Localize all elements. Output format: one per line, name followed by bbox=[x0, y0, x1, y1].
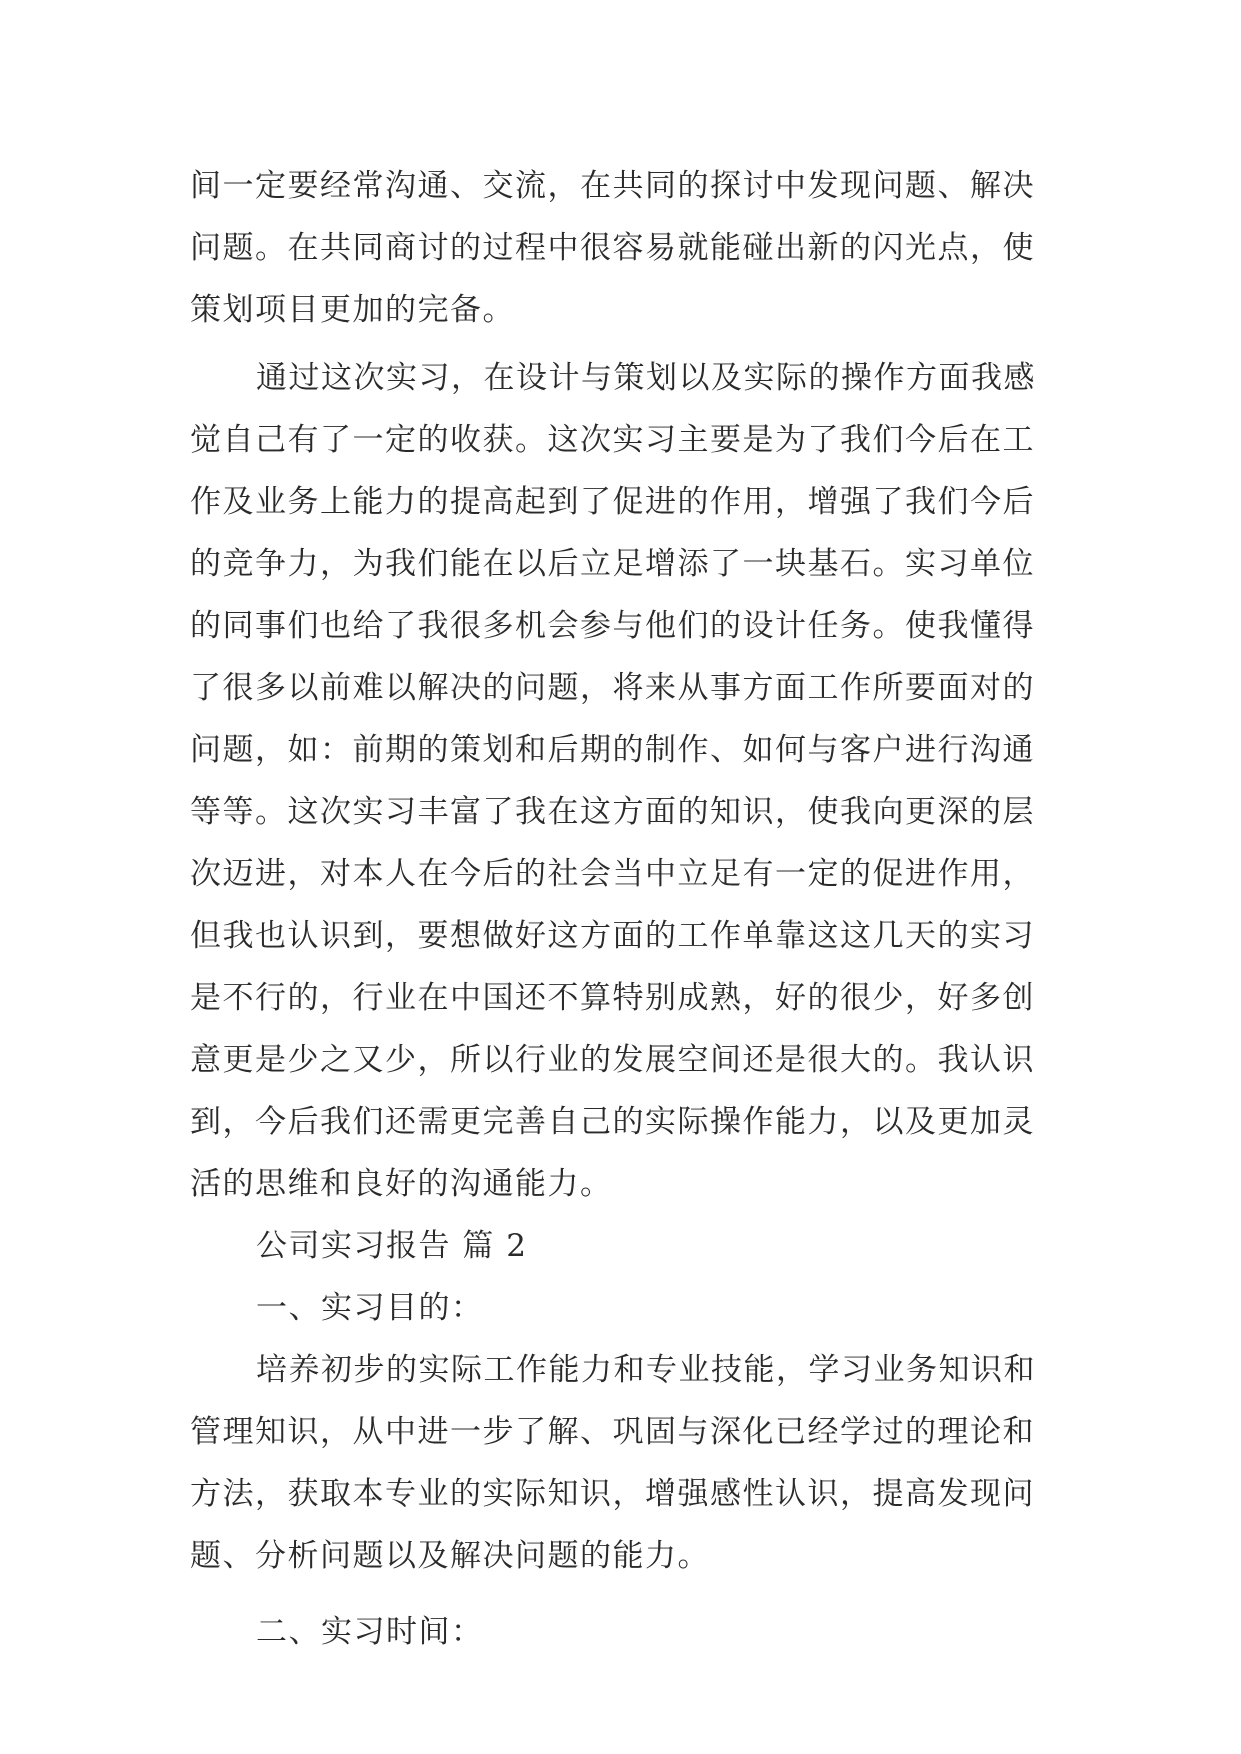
text-line: 但我也认识到，要想做好这方面的工作单靠这这几天的实习 bbox=[190, 918, 1035, 954]
text-line: 是不行的，行业在中国还不算特别成熟，好的很少，好多创 bbox=[190, 980, 1035, 1016]
text-line: 作及业务上能力的提高起到了促进的作用，增强了我们今后 bbox=[190, 484, 1035, 520]
text-line: 活的思维和良好的沟通能力。 bbox=[190, 1166, 613, 1202]
text-line: 管理知识，从中进一步了解、巩固与深化已经学过的理论和 bbox=[190, 1414, 1035, 1450]
text-line: 的同事们也给了我很多机会参与他们的设计任务。使我懂得 bbox=[190, 608, 1035, 644]
paragraph-1 bbox=[190, 155, 1056, 341]
text-line: 了很多以前难以解决的问题，将来从事方面工作所要面对的 bbox=[190, 670, 1035, 706]
text-line: 通过这次实习，在设计与策划以及实际的操作方面我感 bbox=[256, 360, 1036, 396]
text-line: 意更是少之又少，所以行业的发展空间还是很大的。我认识 bbox=[190, 1042, 1035, 1078]
text-line: 方法，获取本专业的实际知识，增强感性认识，提高发现问 bbox=[190, 1476, 1035, 1512]
text-line: 策划项目更加的完备。 bbox=[190, 292, 515, 328]
text-line: 等等。这次实习丰富了我在这方面的知识，使我向更深的层 bbox=[190, 794, 1035, 830]
text-line: 培养初步的实际工作能力和专业技能，学习业务知识和 bbox=[256, 1352, 1036, 1388]
text-line: 问题。在共同商讨的过程中很容易就能碰出新的闪光点，使 bbox=[190, 230, 1035, 266]
heading-purpose: 一、实习目的： bbox=[256, 1290, 484, 1326]
text-line: 觉自己有了一定的收获。这次实习主要是为了我们今后在工 bbox=[190, 422, 1035, 458]
text-line: 的竞争力，为我们能在以后立足增添了一块基石。实习单位 bbox=[190, 546, 1035, 582]
document-body bbox=[190, 155, 1056, 1663]
paragraph-3 bbox=[190, 1339, 1056, 1587]
paragraph-2 bbox=[190, 347, 1056, 1215]
text-line: 问题，如：前期的策划和后期的制作、如何与客户进行沟通 bbox=[190, 732, 1035, 768]
section-title: 公司实习报告 篇 2 bbox=[256, 1228, 528, 1264]
text-line: 间一定要经常沟通、交流，在共同的探讨中发现问题、解决 bbox=[190, 168, 1035, 204]
text-line: 次迈进，对本人在今后的社会当中立足有一定的促进作用， bbox=[190, 856, 1035, 892]
text-line: 到，今后我们还需更完善自己的实际操作能力，以及更加灵 bbox=[190, 1104, 1035, 1140]
heading-time: 二、实习时间： bbox=[256, 1614, 484, 1650]
text-line: 题、分析问题以及解决问题的能力。 bbox=[190, 1538, 710, 1574]
